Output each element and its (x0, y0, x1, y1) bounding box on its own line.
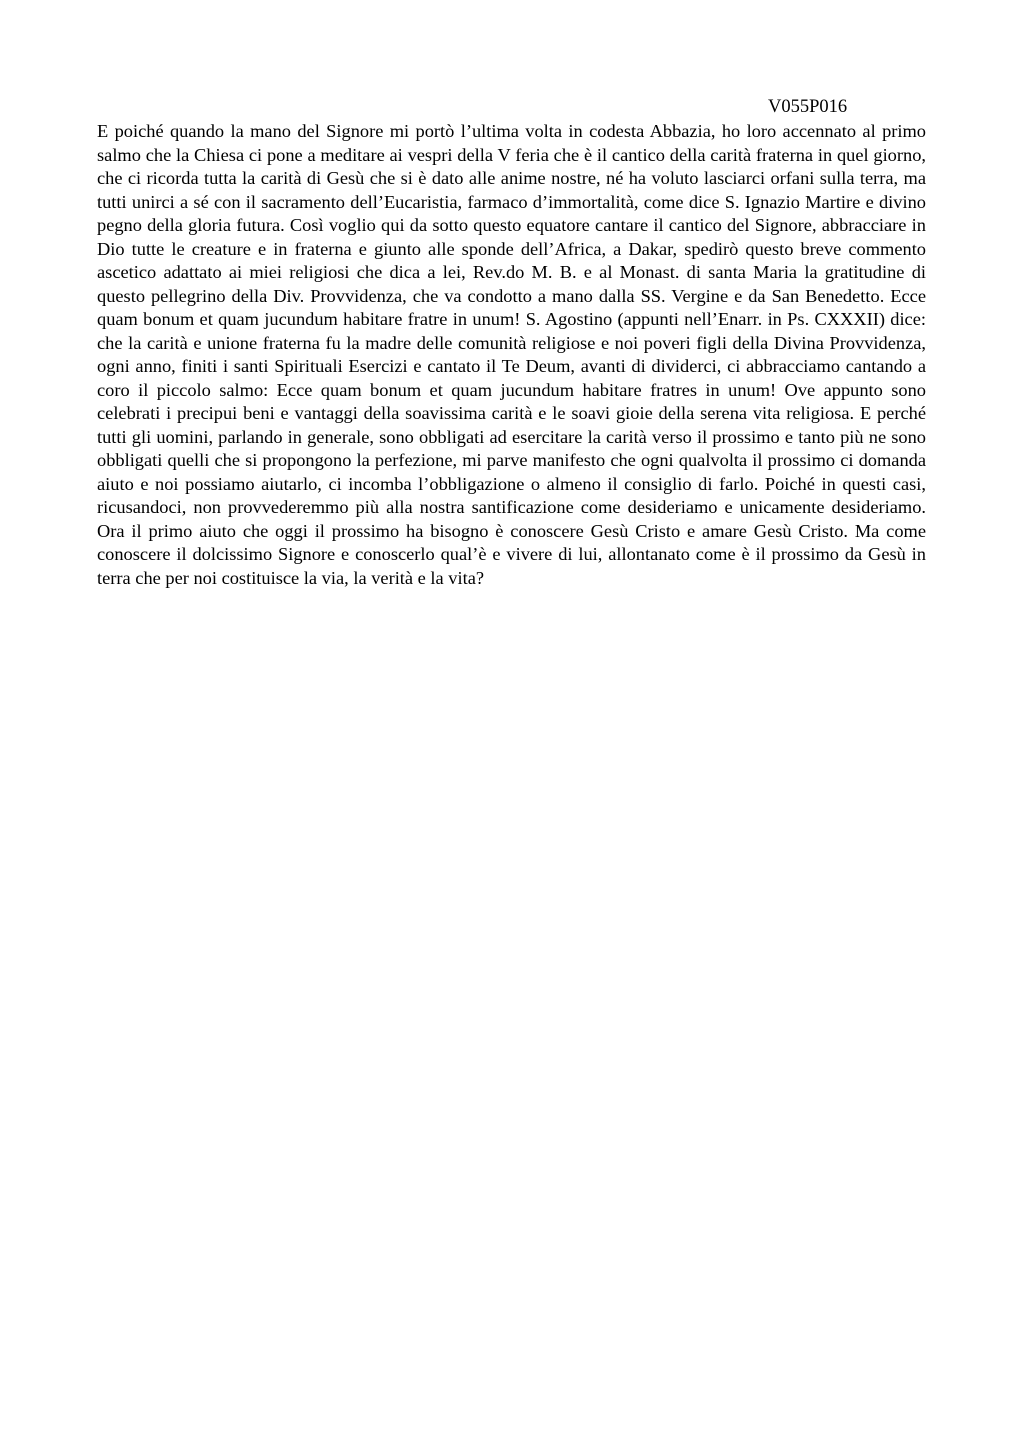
page-identifier: V055P016 (768, 97, 848, 117)
body-paragraph: E poiché quando la mano del Signore mi portò l’ultima volta in codesta Abbazia, ho loro accennato al primo salmo che la Chiesa ci pone a meditare ai vespri della V feria che è il cantico della carità fraterna in quel giorno, che ci ricorda tutta la carità di Gesù che si è dato alle anime nostre, né ha voluto lasciarci orfani sulla terra, ma tutti unirci a sé con il sacramento dell’Eucaristia, farmaco d’immortalità, come dice S. Ignazio Martire e divino pegno della gloria futura. Così voglio qui da sotto questo equatore cantare il cantico del Signore, abbracciare in Dio tutte le creature e in fraterna e giunto alle sponde dell’Africa, a Dakar, spedirò questo breve commento ascetico adattato ai miei religiosi che dica a lei, Rev.do M. B. e al Monast. di santa Maria la gratitudine di questo pellegrino della Div. Provvidenza, che va condotto a mano dalla SS. Vergine e da San Benedetto. Ecce quam bonum et quam jucundum habitare fratre in unum! S. Agostino (appunti nell’Enarr. in Ps. CXXXII) dice: che la carità e unione fraterna fu la madre delle comunità religiose e noi poveri figli della Divina Provvidenza, ogni anno, finiti i santi Spirituali Esercizi e cantato il Te Deum, avanti di dividerci, ci abbracciamo cantando a coro il piccolo salmo: Ecce quam bonum et quam jucundum habitare fratres in unum! Ove appunto sono celebrati i precipui beni e vantaggi della soavissima carità e le soavi gioie della serena vita religiosa. E perché tutti gli uomini, parlando in generale, sono obbligati ad esercitare la carità verso il prossimo e tanto più ne sono obbligati quelli che si propongono la perfezione, mi parve manifesto che ogni qualvolta il prossimo ci domanda aiuto e noi possiamo aiutarlo, ci incomba l’obbligazione o almeno il consiglio di farlo. Poiché in questi casi, ricusandoci, non provvederemmo più alla nostra santificazione come desideriamo e unicamente desideriamo. Ora il primo aiuto che oggi il prossimo ha bisogno è conoscere Gesù Cristo e amare Gesù Cristo. Ma come conoscere il dolcissimo Signore e conoscerlo qual’è e vivere di lui, allontanato come è il prossimo da Gesù in terra che per noi costituisce la via, la verità e la vita? (97, 121, 926, 588)
